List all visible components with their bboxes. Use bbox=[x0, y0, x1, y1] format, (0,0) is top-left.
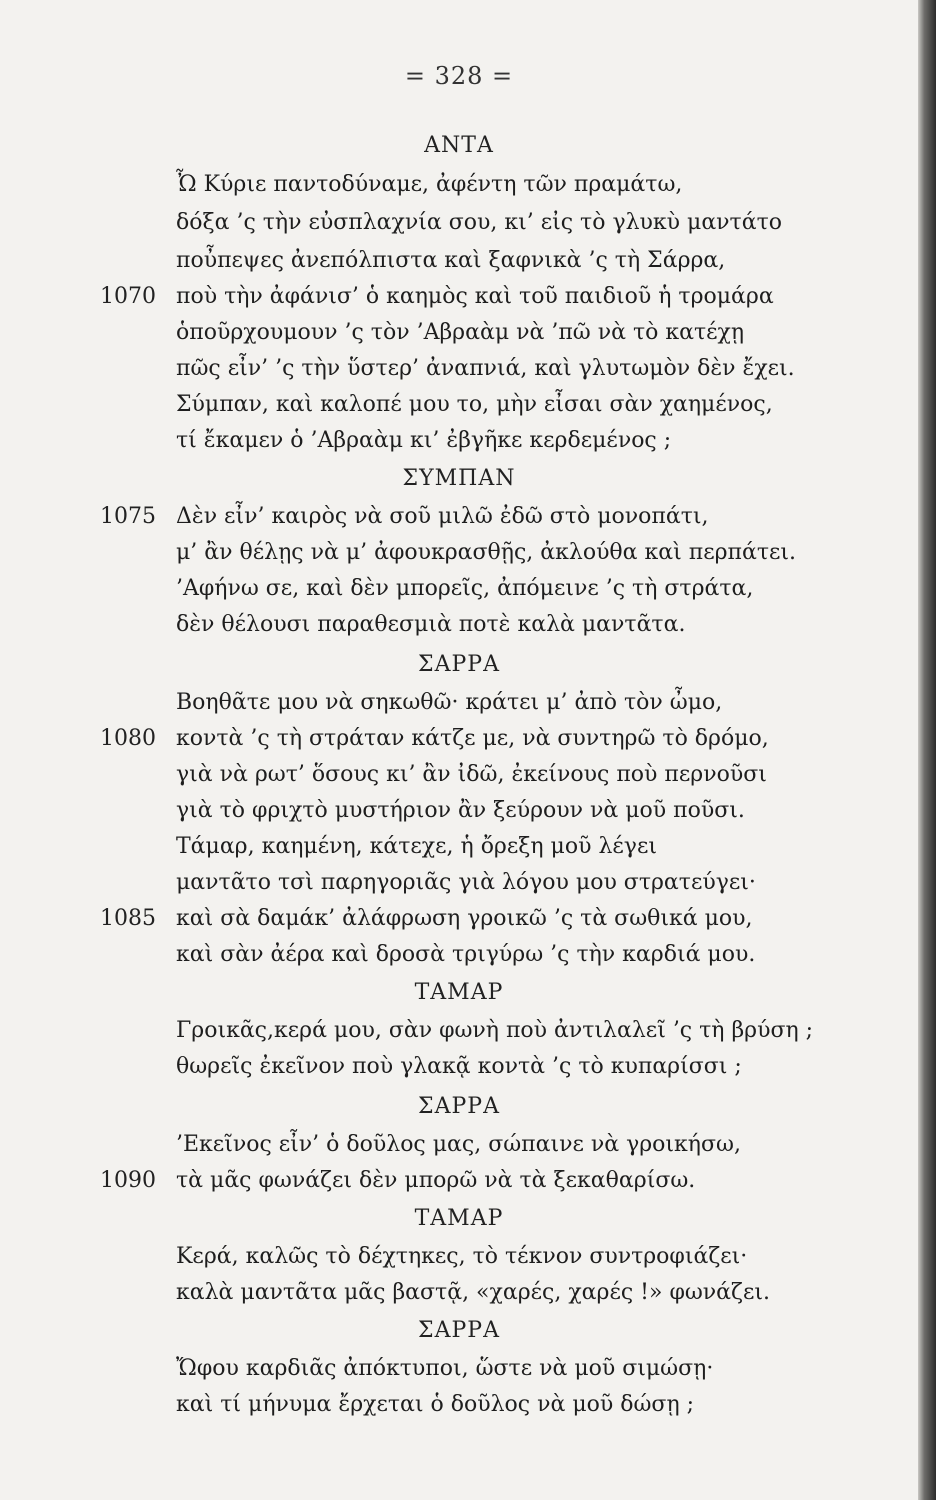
page-gutter-shadow bbox=[918, 0, 936, 1500]
verse-line: Σύμπαν, καὶ καλοπέ μου το, μὴν εἶσαι σὰν χαημένος, bbox=[176, 392, 773, 417]
verse-line: Ὤφου καρδιᾶς ἀπόκτυποι, ὥστε νὰ μοῦ σιμώσῃ· bbox=[176, 1356, 714, 1381]
verse-line: καὶ τί μήνυμα ἔρχεται ὁ δοῦλος νὰ μοῦ δώσῃ ; bbox=[176, 1392, 695, 1417]
line-number: 1070 bbox=[100, 284, 156, 309]
verse-line: Κερά, καλῶς τὸ δέχτηκες, τὸ τέκνον συντροφιάζει· bbox=[176, 1244, 748, 1269]
verse-line: δόξα ’ς τὴν εὐσπλαχνία σου, κι’ εἰς τὸ γλυκὺ μαντάτο bbox=[176, 210, 782, 235]
verse-line: ’Αφήνω σε, καὶ δὲν μπορεῖς, ἀπόμεινε ’ς τὴ στράτα, bbox=[176, 576, 754, 601]
page-number: = 328 = bbox=[404, 62, 514, 90]
line-number: 1080 bbox=[100, 726, 156, 751]
speaker-name: ΣΑΡΡΑ bbox=[418, 652, 500, 677]
verse-line: Δὲν εἶν’ καιρὸς νὰ σοῦ μιλῶ ἐδῶ στὸ μονοπάτι, bbox=[176, 504, 709, 529]
verse-line: Γροικᾶς,κερά μου, σὰν φωνὴ ποὺ ἀντιλαλεῖ ’ς τὴ βρύση ; bbox=[176, 1018, 814, 1043]
verse-line: Τάμαρ, καημένη, κάτεχε, ἡ ὄρεξη μοῦ λέγει bbox=[176, 834, 657, 859]
speaker-name: ΣΥΜΠΑΝ bbox=[402, 466, 516, 491]
verse-line: κοντὰ ’ς τὴ στράταν κάτζε με, νὰ συντηρῶ τὸ δρόμο, bbox=[176, 726, 769, 751]
verse-line: τί ἔκαμεν ὁ ’Αβραὰμ κι’ ἐβγῆκε κερδεμένος ; bbox=[176, 428, 672, 453]
verse-line: θωρεῖς ἐκεῖνον ποὺ γλακᾷ κοντὰ ’ς τὸ κυπαρίσσι ; bbox=[176, 1054, 742, 1079]
verse-line: μ’ ἂν θέλῃς νὰ μ’ ἀφουκρασθῇς, ἀκλούθα καὶ περπάτει. bbox=[176, 540, 797, 565]
line-number: 1085 bbox=[100, 906, 156, 931]
verse-line: ποὺ τὴν ἀφάνισ’ ὁ καημὸς καὶ τοῦ παιδιοῦ ἡ τρομάρα bbox=[176, 284, 774, 309]
verse-line: μαντᾶτο τσὶ παρηγοριᾶς γιὰ λόγου μου στρατεύγει· bbox=[176, 870, 756, 895]
verse-line: γιὰ τὸ φριχτὸ μυστήριον ἂν ξεύρουν νὰ μοῦ ποῦσι. bbox=[176, 798, 745, 823]
verse-line: καλὰ μαντᾶτα μᾶς βαστᾷ, «χαρές, χαρές !» φωνάζει. bbox=[176, 1280, 770, 1305]
verse-line: Ὦ Κύριε παντοδύναμε, ἀφέντη τῶν πραμάτω, bbox=[176, 172, 683, 197]
verse-line: ’Εκεῖνος εἶν’ ὁ δοῦλος μας, σώπαινε νὰ γροικήσω, bbox=[176, 1132, 741, 1157]
verse-line: καὶ σὰν ἀέρα καὶ δροσὰ τριγύρω ’ς τὴν καρδιά μου. bbox=[176, 942, 756, 967]
verse-line: πῶς εἶν’ ’ς τὴν ὕστερ’ ἀναπνιά, καὶ γλυτωμὸν δὲν ἔχει. bbox=[176, 356, 795, 381]
verse-line: τὰ μᾶς φωνάζει δὲν μπορῶ νὰ τὰ ξεκαθαρίσω. bbox=[176, 1168, 696, 1193]
verse-line: γιὰ νὰ ρωτ’ ὅσους κι’ ἂν ἰδῶ, ἐκείνους ποὺ περνοῦσι bbox=[176, 762, 767, 787]
speaker-name: ΤΑΜΑΡ bbox=[414, 1206, 504, 1231]
speaker-name: ΑΝΤΑ bbox=[424, 133, 494, 158]
verse-line: Βοηθᾶτε μου νὰ σηκωθῶ· κράτει μ’ ἀπὸ τὸν ὦμο, bbox=[176, 690, 723, 715]
verse-line: δὲν θέλουσι παραθεσμιὰ ποτὲ καλὰ μαντᾶτα. bbox=[176, 612, 686, 637]
line-number: 1090 bbox=[100, 1168, 156, 1193]
verse-line: ὁποῦρχουμουν ’ς τὸν ’Αβραὰμ νὰ ’πῶ νὰ τὸ κατέχῃ bbox=[176, 320, 745, 345]
speaker-name: ΤΑΜΑΡ bbox=[414, 980, 504, 1005]
line-number: 1075 bbox=[100, 504, 156, 529]
verse-line: καὶ σὰ δαμάκ’ ἀλάφρωση γροικῶ ’ς τὰ σωθικά μου, bbox=[176, 906, 753, 931]
verse-line: ποὖπεψες ἀνεπόλπιστα καὶ ξαφνικὰ ’ς τὴ Σάρρα, bbox=[176, 248, 726, 273]
speaker-name: ΣΑΡΡΑ bbox=[418, 1094, 500, 1119]
speaker-name: ΣΑΡΡΑ bbox=[418, 1318, 500, 1343]
